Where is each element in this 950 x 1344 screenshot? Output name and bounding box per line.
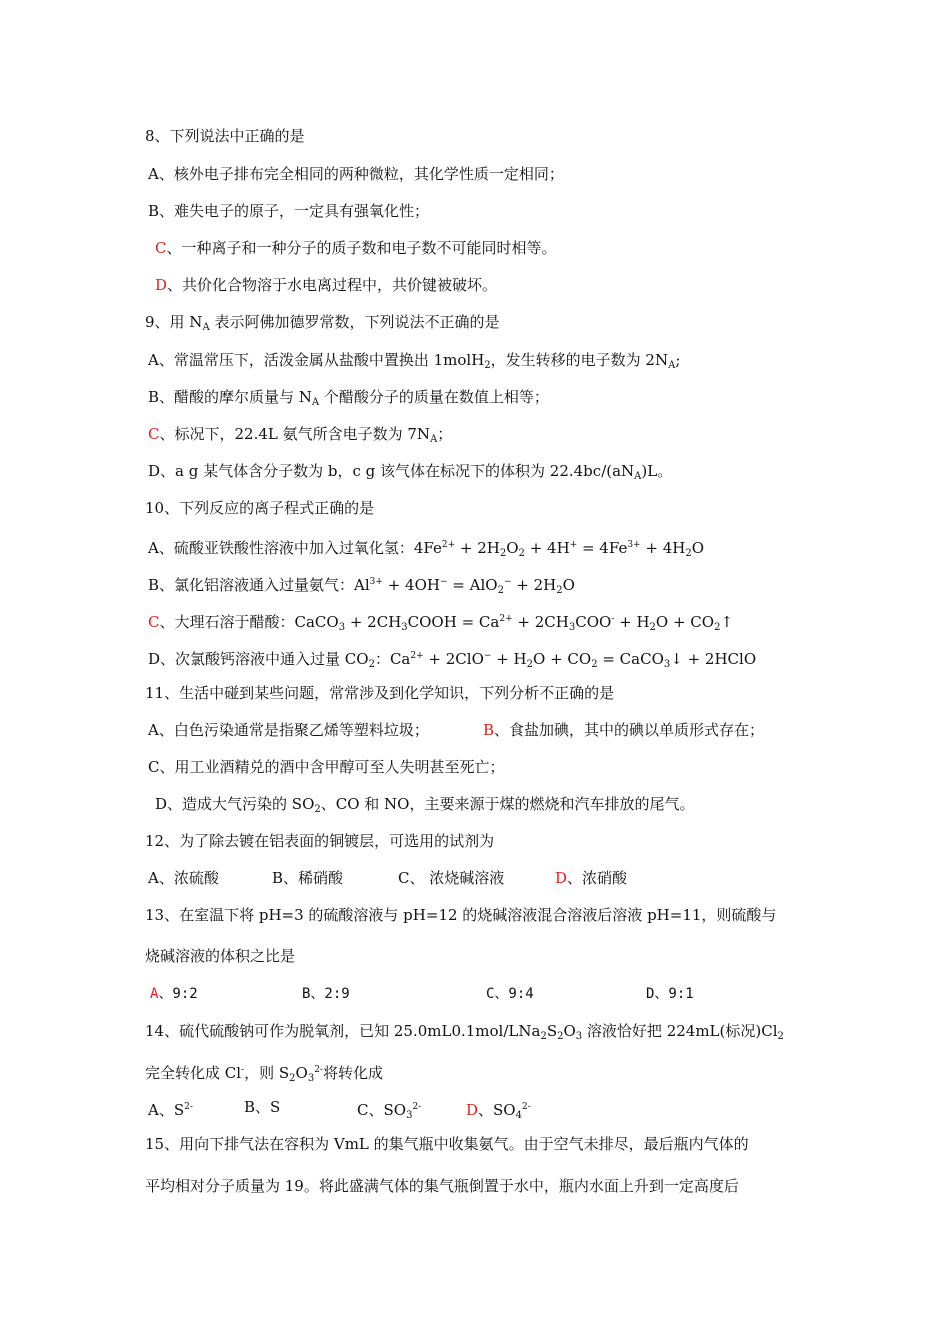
q14-option-a: A、$S^{2-}$ [148,1101,193,1119]
q12-option-b: B、稀硝酸 [272,869,344,887]
q11-option-b: B、食盐加碘，其中的碘以单质形式存在； [483,721,765,739]
q9-option-a: A、常温常压下，活泼金属从盐酸中置换出 1molH$_2$，发生转移的电子数为 $2N_A$; [148,351,681,371]
q9-option-d: D、a g 某气体含分子数为 b，c g 该气体在标况下的体积为 $22.4bc/(aN_A)L$。 [148,462,673,482]
answer-mark: C [148,425,160,443]
q8-stem: 8、下列说法中正确的是 [145,127,305,145]
answer-mark: A [150,986,159,1002]
answer-mark: C [155,239,167,257]
q11-stem: 11、生活中碰到某些问题，常常涉及到化学知识，下列分析不正确的是 [145,684,615,702]
q8-option-d: D、共价化合物溶于水电离过程中，共价键被破坏。 [155,276,498,294]
q11-option-d: D、造成大气污染的 $SO_2$、CO 和 NO，主要来源于煤的燃烧和汽车排放的尾气。 [155,795,695,815]
q13-option-b: B、2:9 [302,986,350,1002]
q12-option-a: A、浓硫酸 [148,869,219,887]
q9-option-b: B、醋酸的摩尔质量与 $N_A$ 个醋酸分子的质量在数值上相等； [148,388,549,408]
q12-stem: 12、为了除去镀在铝表面的铜镀层，可选用的试剂为 [145,832,495,850]
q8-option-b: B、难失电子的原子，一定具有强氧化性； [148,202,430,220]
q10-option-b: B、氯化铝溶液通入过量氨气：$Al^{3+} + 4OH^- = AlO_2^- + 2H_2O$ [148,576,575,596]
q14-stem-line1: 14、硫代硫酸钠可作为脱氧剂，已知 $25.0mL0.1mol/LNa_2S_2O_3$ 溶液恰好把 224mL(标况)$Cl_2$ [145,1022,784,1042]
q11-option-c: C、用工业酒精兑的酒中含甲醇可至人失明甚至死亡； [148,758,505,776]
q14-option-d: D、$SO_4^{2-}$ [466,1101,531,1121]
q13-stem-line1: 13、在室温下将 pH=3 的硫酸溶液与 pH=12 的烧碱溶液混合溶液后溶液 pH=11，则硫酸与 [145,906,777,924]
q10-stem: 10、下列反应的离子程式正确的是 [145,499,375,517]
answer-mark: C [148,613,160,631]
q14-option-c: C、$SO_3^{2-}$ [357,1101,422,1121]
answer-mark: D [555,869,568,887]
answer-mark: D [155,276,168,294]
q12-option-c: C、 浓烧碱溶液 [398,869,505,887]
q8-option-c: C、一种离子和一种分子的质子数和电子数不可能同时相等。 [155,239,557,257]
q15-stem-line2: 平均相对分子质量为 19。将此盛满气体的集气瓶倒置于水中，瓶内水面上升到一定高度后 [145,1177,739,1195]
q13-stem-line2: 烧碱溶液的体积之比是 [145,947,296,965]
q9-stem: 9、用 $N_A$ 表示阿佛加德罗常数，下列说法不正确的是 [145,313,500,333]
q14-option-b: B、S [244,1098,281,1116]
q10-option-a: A、硫酸亚铁酸性溶液中加入过氧化氢：$4Fe^{2+} + 2H_2O_2 + 4H^+ = 4Fe^{3+} + 4H_2O$ [148,539,705,559]
answer-mark: D [466,1101,479,1119]
q15-stem-line1: 15、用向下排气法在容积为 VmL 的集气瓶中收集氨气。由于空气未排尽，最后瓶内气体的 [145,1135,749,1153]
q9-option-c: C、标况下，22.4L 氨气所含电子数为 $7N_A$； [148,425,453,445]
q11-option-a: A、白色污染通常是指聚乙烯等塑料垃圾； [148,721,429,739]
q13-option-a: A、9:2 [150,986,198,1002]
q10-option-d: D、次氯酸钙溶液中通入过量 $CO_2$：$Ca^{2+} + 2ClO^- + H_2O + CO_2$ = CaCO$_3$↓ + 2HClO [148,650,757,670]
q10-option-c: C、大理石溶于醋酸：CaCO$_3$ + $2CH_3COOH = Ca^{2+} + 2CH_3COO^- + H_2O$ + $CO_2↑$ [148,613,734,633]
answer-mark: B [483,721,495,739]
q12-option-d: D、浓硝酸 [555,869,628,887]
q13-option-d: D、9:1 [646,986,694,1002]
q8-option-a: A、核外电子排布完全相同的两种微粒，其化学性质一定相同； [148,165,564,183]
q14-stem-line2: 完全转化成 Cl-，则 $S_2O_3^{2-}$将转化成 [145,1064,383,1084]
q13-option-c: C、9:4 [486,986,534,1002]
